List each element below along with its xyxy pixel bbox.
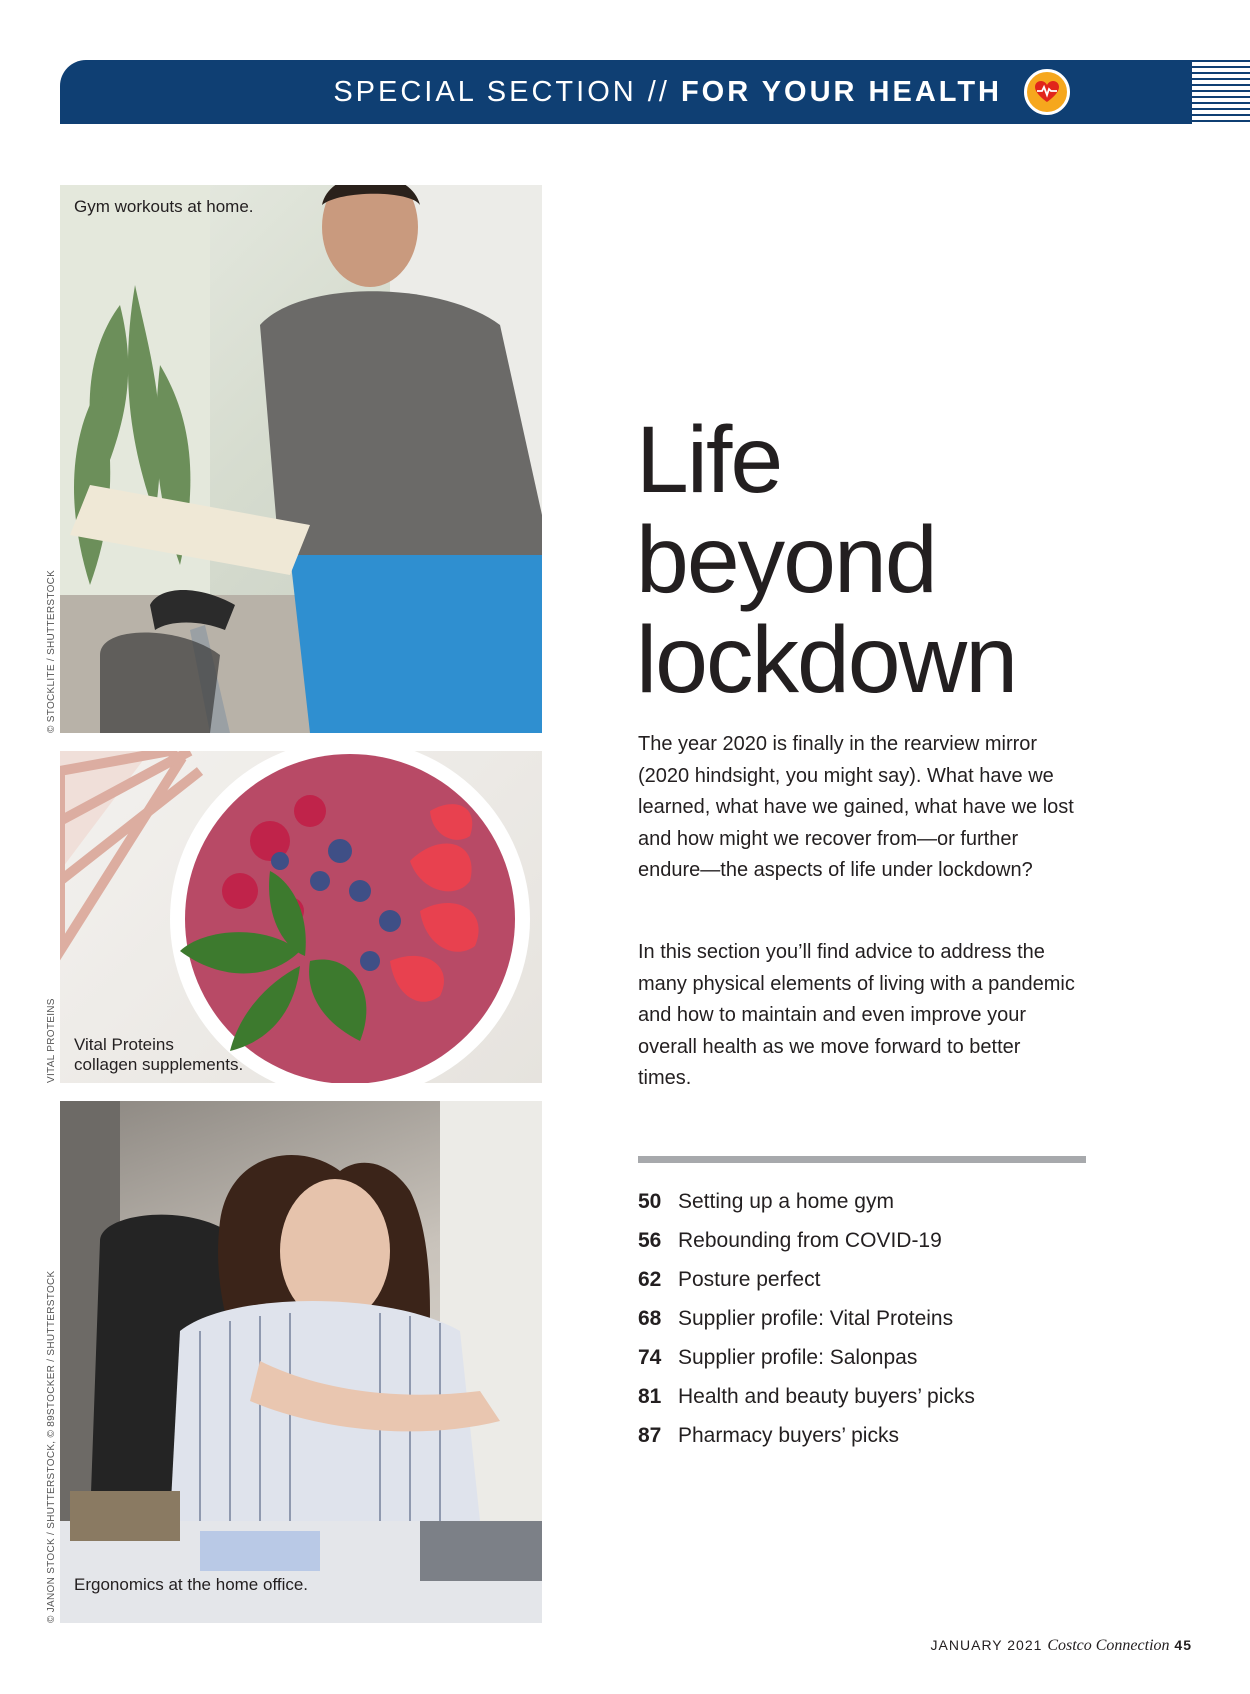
credit-office: © JANON STOCK / SHUTTERSTOCK, © 89STOCKER / SHUTTERSTOCK [46,1270,57,1623]
toc-page: 68 [638,1307,662,1330]
toc-item[interactable] [638,1190,1098,1229]
section-banner [60,60,1192,124]
toc-title: Setting up a home gym [678,1190,894,1213]
headline-line-2: beyond [636,507,936,613]
section-name: FOR YOUR HEALTH [680,76,1002,108]
intro-paragraph: The year 2020 is finally in the rearview mirror (2020 hindsight, you might say). What have we learned, what have we gained, what have we lost and how might we recover from—or further endure—the aspects of life under lockdown? [638,733,1074,881]
credit-gym: © STOCKLITE / SHUTTERSTOCK [46,569,57,733]
headline-line-3: lockdown [636,607,1017,713]
table-of-contents [638,1190,1098,1463]
section-title [333,76,1002,109]
toc-page: 81 [638,1385,662,1408]
section-paragraph: In this section you’ll find advice to address the many physical elements of living with a pandemic and how to maintain and even improve your overall health as we move forward to better times. [638,941,1075,1089]
caption-bowl [74,1035,243,1075]
caption-bowl-line1: Vital Proteins [74,1035,174,1054]
footer-page-number: 45 [1174,1637,1192,1653]
toc-page: 87 [638,1424,662,1447]
toc-item[interactable] [638,1229,1098,1268]
toc-title: Supplier profile: Vital Proteins [678,1307,954,1330]
toc-title: Posture perfect [678,1268,821,1291]
headline-line-1: Life [636,407,782,513]
office-illustration [60,1101,542,1623]
section-label: SPECIAL SECTION // [333,76,670,108]
toc-item[interactable] [638,1424,1098,1463]
toc-page: 74 [638,1346,662,1369]
toc-title: Rebounding from COVID-19 [678,1229,942,1252]
toc-item[interactable] [638,1385,1098,1424]
gym-illustration [60,185,542,733]
heart-pulse-icon [1024,69,1070,115]
caption-bowl-line2: collagen supplements. [74,1055,244,1074]
photo-home-office [60,1101,542,1623]
toc-item[interactable] [638,1268,1098,1307]
toc-page: 62 [638,1268,662,1291]
caption-gym: Gym workouts at home. [74,197,254,216]
toc-page: 50 [638,1190,662,1213]
credit-bowl: VITAL PROTEINS [46,998,57,1083]
photo-smoothie-bowl [60,751,542,1083]
footer-issue: JANUARY 2021 [930,1637,1043,1653]
toc-title: Pharmacy buyers’ picks [678,1424,899,1447]
toc-title: Health and beauty buyers’ picks [678,1385,975,1408]
banner-stripes [1192,60,1250,124]
divider-rule [638,1156,1086,1163]
smoothie-bowl-illustration [60,751,542,1083]
page-footer [931,1637,1192,1655]
toc-page: 56 [638,1229,662,1252]
toc-item[interactable] [638,1307,1098,1346]
toc-title: Supplier profile: Salonpas [678,1346,918,1369]
caption-office: Ergonomics at the home office. [74,1575,309,1594]
footer-magazine: Costco Connection [1047,1637,1170,1654]
toc-item[interactable] [638,1346,1098,1385]
photo-gym-workout [60,185,542,733]
article-headline [636,407,1017,713]
